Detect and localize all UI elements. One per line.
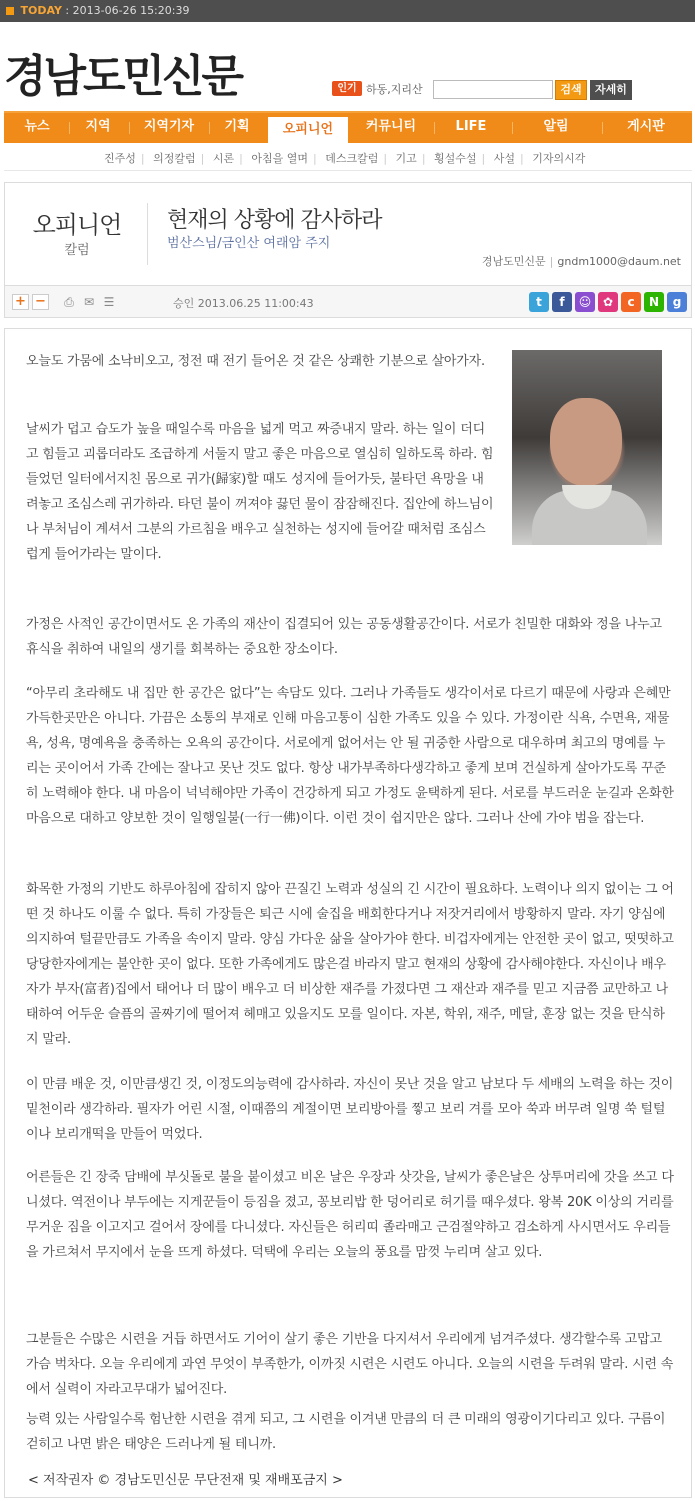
subnav-item[interactable]: 데스크칼럼 [325, 152, 379, 165]
nav-planning[interactable]: 기획 [224, 119, 250, 134]
reporter-email[interactable]: gndm1000@daum.net [557, 255, 681, 268]
publisher-name: 경남도민신문 [481, 255, 546, 268]
nav-divider [602, 122, 603, 134]
subnav-item[interactable]: 의정칼럼 [153, 152, 196, 165]
paragraph: 능력 있는 사람일수록 험난한 시련을 겪게 되고, 그 시련을 이겨낸 만큼의 더 큰 미래의 영광이기다리고 있다. 구름이 걷히고 나면 밝은 태양은 드러나게 될 테니까. [26, 1412, 666, 1452]
nav-divider [69, 122, 70, 134]
search-input[interactable] [433, 80, 553, 99]
copyright-notice: < 저작권자 © 경남도민신문 무단전재 및 재배포금지 > [28, 1473, 343, 1488]
article-toolbar [4, 286, 692, 318]
nav-divider [512, 122, 513, 134]
paragraph: 이 만큼 배운 것, 이만큼생긴 것, 이정도의능력에 감사하라. 자신이 못난 것을 알고 남보다 두 세배의 노력을 하는 것이 밑천이라 생각하라. 필자가 어린 시절, 이때쯤의 계절이면 보리방아를 찧고 보리 겨를 모아 쑥과 버무려 일명 쑥 털털이나 보리개떡을 만들어 먹었다. [26, 1077, 674, 1142]
paragraph: 가정은 사적인 공간이면서도 온 가족의 재산이 집결되어 있는 공동생활공간이다. 서로가 친밀한 대화와 정을 나누고 휴식을 취하여 내일의 생기를 회복하는 중요한 장소이다. [26, 617, 662, 657]
author-photo [512, 350, 662, 545]
print-icon[interactable]: ⎙ [64, 295, 74, 309]
paragraph: 그분들은 수많은 시련을 거듭 하면서도 기어이 살기 좋은 기반을 다지셔서 우리에게 넘겨주셨다. 생각할수록 고맙고 가슴 벅차다. 오늘 우리에게 과연 무엇이 부족한가, 이까짓 시련은 시련도 아니다. 오늘의 시련을 두려워 말라. 시련 속에서 실력이 자라고무대가 넓어진다. [26, 1332, 674, 1397]
paragraph: 화목한 가정의 기반도 하루아침에 잡히지 않아 끈질긴 노력과 성실의 긴 시간이 필요하다. 노력이나 의지 없이는 그 어떤 것 하나도 이룰 수 없다. 특히 가장들은 퇴근 시에 술집을 배회한다거나 저잣거리에서 방황하지 말라. 자기 양심에 의지하여 털끝만큼도 가족을 속이지 말라. 양심 가다운 삶을 살아가야 한다. 비겁자에게는 안전한 곳이 없고, 떳떳하고 당당한자에게는 불안한 곳이 없다. 또한 가족에게도 많은걸 바라지 말고 현재의 상황에 감사해야한다. 자신이나 배우자가 부자(富者)집에서 태어나 더 많이 배우고 더 비상한 재주를 가졌다면 그 재산과 재주를 믿고 지금쯤 교만하고 나태하여 어두운 슬픔의 골짜기에 떨어져 헤매고 있을지도 모를 일이다. 자본, 학위, 재주, 메달, 훈장 없는 것을 탄식하지 말라. [26, 882, 674, 1047]
today-bullet-icon [6, 7, 14, 15]
paragraph: 날씨가 덥고 습도가 높을 때일수록 마음을 넓게 먹고 짜증내지 말라. 하는 일이 더디고 힘들고 괴롭더라도 조급하게 서둘지 말고 좋은 마음으로 열심히 일하도록 하라. 힘들었던 일터에서지친 몸으로 귀가(歸家)할 때도 성지에 들어가듯, 불타던 욕망을 내려놓고 조심스레 귀가하라. 타던 불이 꺼져야 끓던 물이 잠잠해진다. 집안에 하느님이나 부처님이 계셔서 그분의 가르침을 배우고 실천하는 성지에 들어갈 때처럼 조심스럽게 들어가라는 말이다. [26, 422, 494, 562]
me2day-icon[interactable]: ☺ [575, 292, 595, 312]
detail-search-button[interactable]: 자세히 [590, 80, 632, 100]
paragraph: 어른들은 긴 장죽 담배에 부싯돌로 불을 붙이셨고 비온 날은 우장과 삿갓을, 날씨가 좋은날은 상투머리에 갓을 쓰고 다니셨다. 역전이나 부두에는 지게꾼들이 등짐을 졌고, 꽁보리밥 한 덩어리로 허기를 때우셨다. 왕복 20K 이상의 거리를 무거운 짐을 이고지고 걸어서 장에를 다니셨다. 자신들은 허리띠 졸라매고 근검절약하고 검소하게 사시면서도 우리들을 가르쳐서 무지에서 눈을 뜨게 하셨다. 덕택에 우리는 오늘의 풍요를 맘껏 누리며 살고 있다. [26, 1170, 674, 1260]
popular-badge: 인기 [332, 81, 362, 96]
header-divider [147, 203, 148, 265]
article-header [4, 182, 692, 286]
today-label: TODAY [20, 4, 62, 17]
today-datetime: 2013-06-26 15:20:39 [72, 4, 190, 17]
section-title: 오피니언 [32, 211, 122, 239]
subnav-item[interactable]: 기고 [395, 152, 417, 165]
paragraph: 오늘도 가뭄에 소낙비오고, 정전 때 전기 들어온 것 같은 상쾌한 기분으로 살아가자. [26, 354, 485, 369]
today-bar [0, 0, 695, 22]
search-button[interactable]: 검색 [555, 80, 587, 100]
nav-divider [129, 122, 130, 134]
font-decrease-button[interactable]: − [32, 294, 49, 310]
subnav-item[interactable]: 사설 [493, 152, 516, 165]
email-icon[interactable]: ✉ [83, 295, 95, 309]
today-separator: : [65, 4, 70, 17]
twitter-icon[interactable]: t [529, 292, 549, 312]
paragraph: “아무리 초라해도 내 집만 한 공간은 없다”는 속담도 있다. 그러나 가족들도 생각이서로 다르기 때문에 사랑과 은혜만 가득한곳만은 아니다. 가끔은 소통의 부재로 인해 마음고통이 심한 가족도 있을 수 있다. 가정이란 식욕, 수면욕, 재물 욕, 성욕, 명예욕을 충족하는 오욕의 공간이다. 서로에게 없어서는 안 될 귀중한 사람으로 대우하며 최고의 명예를 누리는 곳이어서 가족 간에는 잘나고 못난 것도 없다. 항상 내가부족하다생각하고 좋게 보며 건실하게 살아가도록 꾸준히 노력해야 한다. 내 마음이 넉넉해야만 가족이 건강하게 되고 가정도 윤택하게 된다. 서로를 부드러운 눈길과 온화한 마음으로 대하고 양보한 것이 일행일불(一行一佛)이다. 이런 것이 쉽지만은 않다. 그러나 산에 가야 범을 잡는다. [26, 686, 674, 826]
google-icon[interactable]: g [667, 292, 687, 312]
nav-news[interactable]: 뉴스 [24, 119, 50, 134]
main-nav [4, 111, 692, 143]
nav-opinion[interactable]: 오피니언 [266, 115, 350, 145]
popular-keywords[interactable]: 하동,지리산 [366, 83, 423, 96]
nav-community[interactable]: 커뮤니티 [365, 119, 417, 134]
nav-notice[interactable]: 알림 [543, 119, 569, 134]
nav-life[interactable]: LIFE [455, 119, 487, 134]
nav-divider [434, 122, 435, 134]
cyworld-icon[interactable]: c [621, 292, 641, 312]
nav-region[interactable]: 지역 [85, 119, 111, 134]
subnav-item[interactable]: 시론 [212, 152, 235, 165]
subnav-item[interactable]: 아침을 열며 [251, 152, 308, 165]
nav-divider [209, 122, 210, 134]
subnav-item[interactable]: 횡설수설 [434, 152, 477, 165]
yozm-icon[interactable]: ✿ [598, 292, 618, 312]
subnav-item[interactable]: 진주성 [104, 152, 136, 165]
sub-nav: 진주성 | 의정칼럼 | 시론 | 아침을 열며 | 데스크칼럼 | 기고 | 횡설수설 | 사설 | 기자의시각 [4, 143, 692, 171]
photo-face [550, 398, 622, 486]
nav-board[interactable]: 게시판 [627, 119, 665, 134]
subnav-item[interactable]: 기자의시각 [532, 152, 586, 165]
section-subtitle: 칼럼 [64, 243, 90, 258]
approval-date: 승인 2013.06.25 11:00:43 [173, 297, 314, 310]
site-logo[interactable]: 경남도민신문 [4, 51, 242, 102]
article-byline: 경남도민신문 | gndm1000@daum.net [481, 255, 681, 268]
article-body [4, 328, 692, 1498]
article-title: 현재의 상황에 감사하라 [167, 208, 382, 233]
scrap-icon[interactable]: ☰ [103, 295, 115, 309]
font-increase-button[interactable]: + [12, 294, 29, 310]
naver-icon[interactable]: N [644, 292, 664, 312]
nav-region-reporter[interactable]: 지역기자 [143, 119, 195, 134]
article-author: 범산스님/금인산 여래암 주지 [167, 236, 331, 251]
facebook-icon[interactable]: f [552, 292, 572, 312]
